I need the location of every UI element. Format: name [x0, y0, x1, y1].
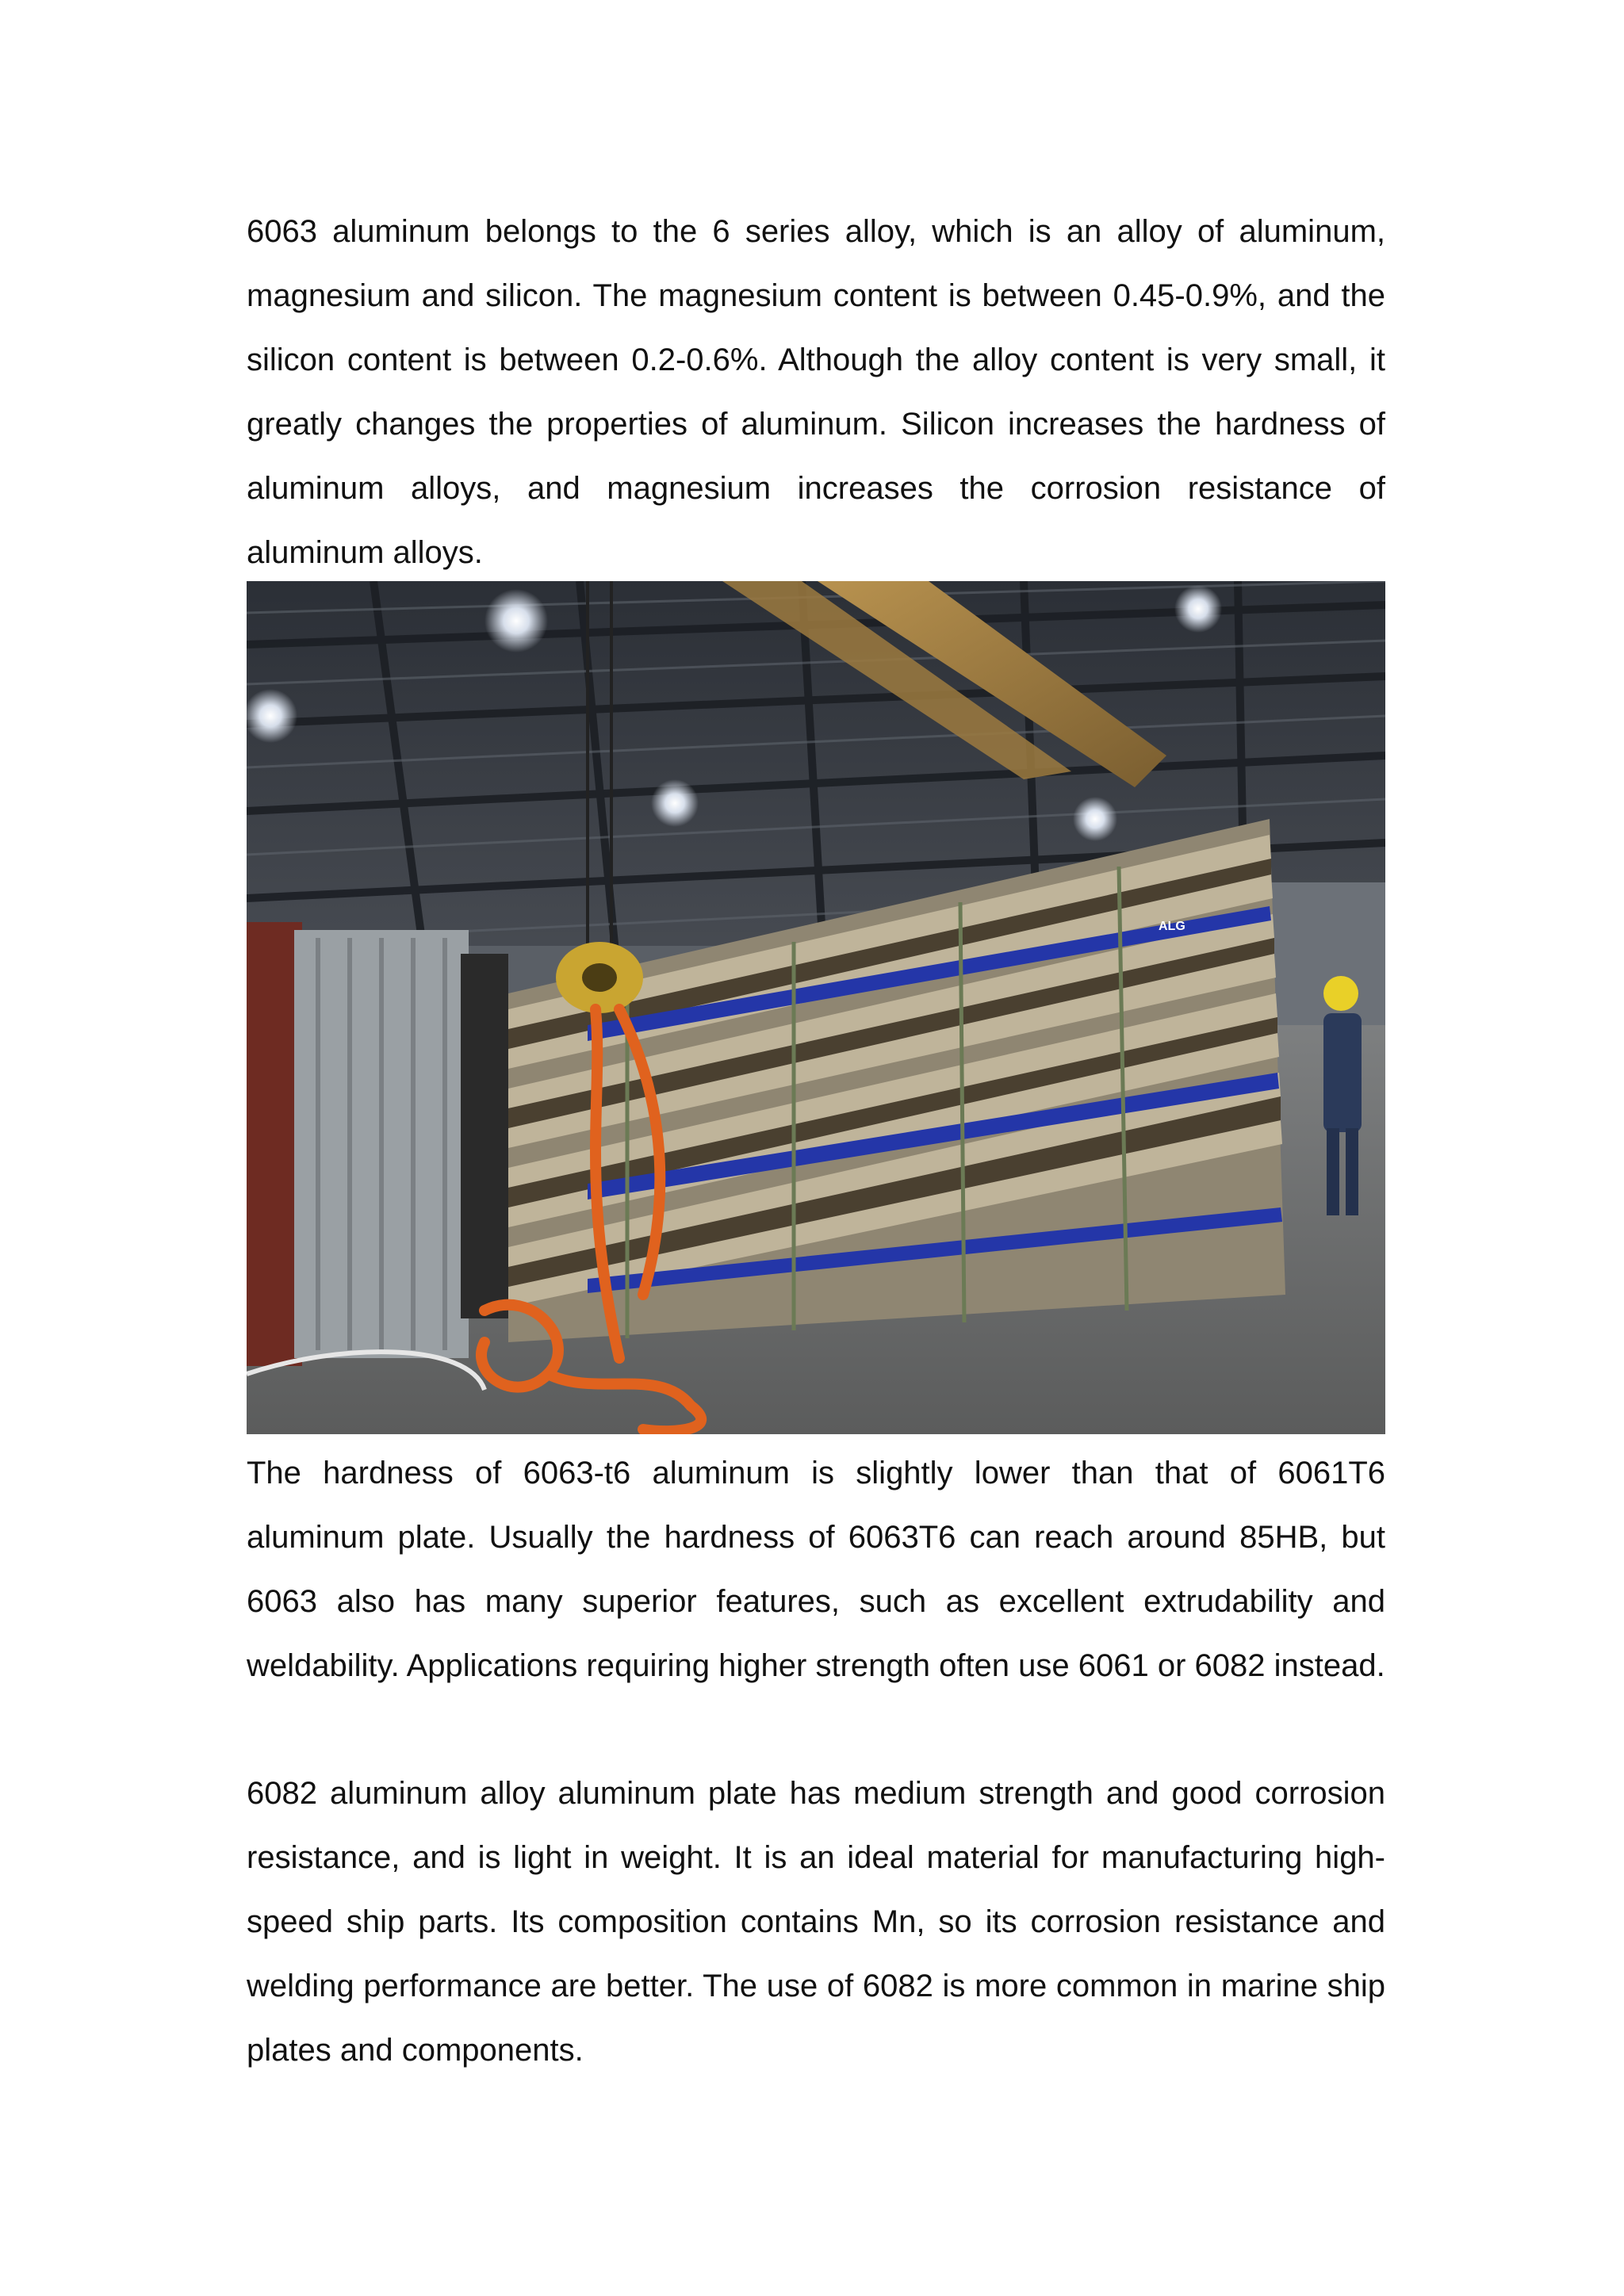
photo-band-label: ALG	[1159, 920, 1185, 933]
paragraph-6063-composition: 6063 aluminum belongs to the 6 series alloy, which is an alloy of aluminum, magnesium and silicon. The magnesium content is between 0.45-0.9%, and the silicon content is between 0.2-0.6%. Although the alloy content is very small, it greatly changes the properties of aluminum. Silicon increases the hardness of aluminum alloys, and magnesium increases the corrosion resistance of aluminum alloys.	[247, 214, 1385, 570]
paragraph-6082-properties: 6082 aluminum alloy aluminum plate has medium strength and good corrosion resistance, and is light in weight. It is an ideal material for manufacturing high-speed ship parts. Its composition contains Mn, so its corrosion resistance and welding performance are better. The use of 6082 is more common in marine ship plates and components.	[247, 1776, 1385, 2068]
photo-ceiling-light	[485, 589, 548, 652]
paragraph-6063-hardness: The hardness of 6063-t6 aluminum is slightly lower than that of 6061T6 aluminum plate. Usually the hardness of 6063T6 can reach around 85HB, but 6063 also has many superior features, such as excellent extrudability and weldability. Applications requiring higher strength often use 6061 or 6082 instead.	[247, 1456, 1385, 1683]
warehouse-photo	[247, 581, 1385, 1434]
photo-shipping-container	[247, 922, 508, 1366]
